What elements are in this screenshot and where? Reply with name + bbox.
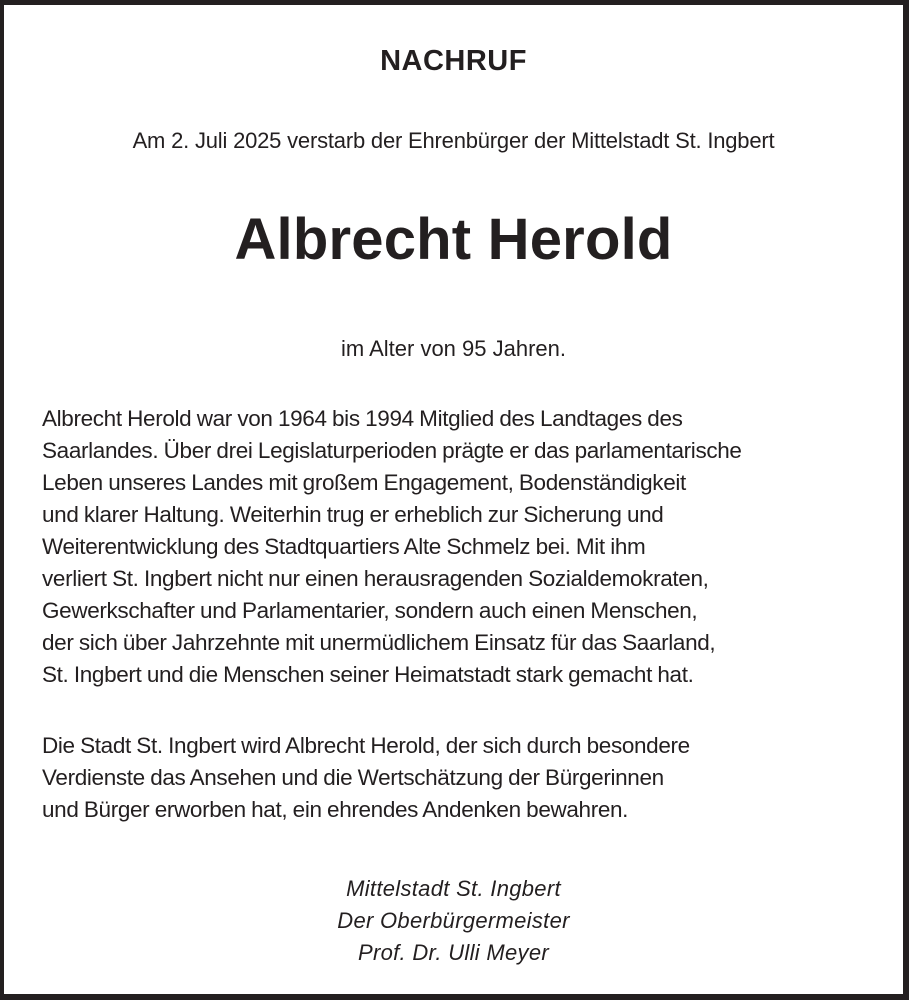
paragraph-line: Gewerkschafter und Parlamentarier, sondern auch einen Menschen, xyxy=(42,598,698,623)
paragraph-line: Verdienste das Ansehen und die Wertschätzung der Bürgerinnen xyxy=(42,765,664,790)
paragraph-line: Die Stadt St. Ingbert wird Albrecht Herold, der sich durch besondere xyxy=(42,733,690,758)
paragraph-line: St. Ingbert und die Menschen seiner Heimatstadt stark gemacht hat. xyxy=(42,662,694,687)
signature-block xyxy=(4,873,903,969)
paragraph-line: der sich über Jahrzehnte mit unermüdlichem Einsatz für das Saarland, xyxy=(42,630,716,655)
paragraph-line: verliert St. Ingbert nicht nur einen herausragenden Sozialdemokraten, xyxy=(42,566,709,591)
tribute-paragraph xyxy=(42,403,872,691)
signature-title: Der Oberbürgermeister xyxy=(337,908,570,933)
intro-line: Am 2. Juli 2025 verstarb der Ehrenbürger der Mittelstadt St. Ingbert xyxy=(132,128,775,153)
paragraph-line: Albrecht Herold war von 1964 bis 1994 Mitglied des Landtages des xyxy=(42,406,683,431)
remembrance-paragraph xyxy=(42,730,872,826)
age-line: im Alter von 95 Jahren. xyxy=(340,336,566,361)
notice-heading: NACHRUF xyxy=(380,45,527,77)
paragraph-line: Leben unseres Landes mit großem Engagement, Bodenständigkeit xyxy=(42,470,686,495)
paragraph-line: Weiterentwicklung des Stadtquartiers Alte Schmelz bei. Mit ihm xyxy=(42,534,646,559)
paragraph-line: Saarlandes. Über drei Legislaturperioden prägte er das parlamentarische xyxy=(42,438,742,463)
paragraph-line: und Bürger erworben hat, ein ehrendes Andenken bewahren. xyxy=(42,797,629,822)
signature-person: Prof. Dr. Ulli Meyer xyxy=(358,940,549,965)
paragraph-line: und klarer Haltung. Weiterhin trug er erheblich zur Sicherung und xyxy=(42,502,664,527)
signature-organization: Mittelstadt St. Ingbert xyxy=(346,876,561,901)
deceased-name: Albrecht Herold xyxy=(234,207,673,272)
